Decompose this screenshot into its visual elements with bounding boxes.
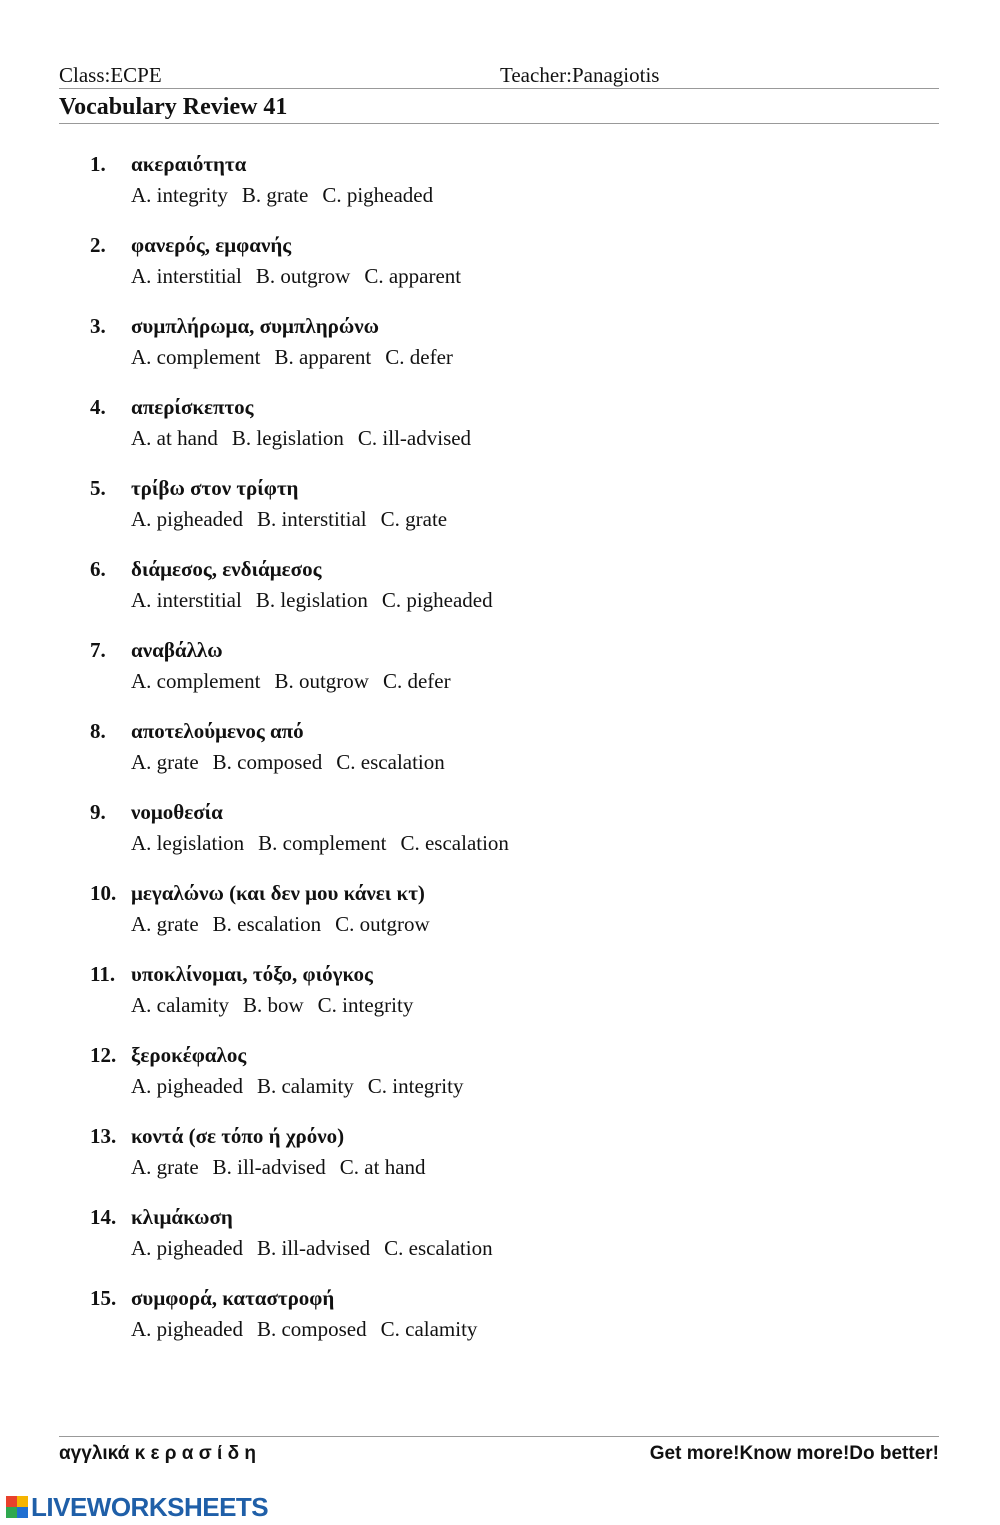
question-greek-term: κοντά (σε τόπο ή χρόνο) [131, 1124, 345, 1148]
answer-option[interactable]: B. grate [241, 183, 309, 207]
answer-option[interactable]: A. pigheaded [131, 1236, 243, 1260]
question-number: 1. [90, 152, 106, 176]
liveworksheets-logo-icon [6, 1496, 28, 1518]
question-greek-term: ξεροκέφαλος [131, 1043, 247, 1067]
answer-options [131, 181, 433, 209]
question-number: 4. [90, 395, 106, 419]
answer-option[interactable]: B. outgrow [255, 264, 351, 288]
answer-options [131, 667, 451, 695]
question-number: 10. [90, 881, 117, 905]
question-greek-term: υποκλίνομαι, τόξο, φιόγκος [131, 962, 373, 986]
question-item [0, 555, 1000, 636]
answer-option[interactable]: B. outgrow [274, 669, 369, 693]
answer-options [131, 505, 447, 533]
answer-option[interactable]: B. complement [258, 831, 387, 855]
question-number: 8. [90, 719, 106, 743]
question-number: 14. [90, 1205, 117, 1229]
answer-option[interactable]: A. pigheaded [131, 507, 243, 531]
question-number: 6. [90, 557, 106, 581]
answer-option[interactable]: B. ill-advised [212, 1155, 326, 1179]
answer-option[interactable]: C. apparent [364, 264, 462, 288]
question-item [0, 1284, 1000, 1365]
question-number: 9. [90, 800, 106, 824]
answer-option[interactable]: C. calamity [380, 1317, 478, 1341]
liveworksheets-brand[interactable] [6, 1493, 268, 1521]
question-item [0, 393, 1000, 474]
question-item [0, 717, 1000, 798]
answer-option[interactable]: C. escalation [336, 750, 445, 774]
answer-option[interactable]: A. interstitial [131, 264, 242, 288]
answer-option[interactable]: B. bow [242, 993, 304, 1017]
question-greek-term: απερίσκεπτος [131, 395, 254, 419]
answer-options [131, 343, 453, 371]
answer-option[interactable]: B. composed [212, 750, 323, 774]
logo-square [6, 1496, 17, 1507]
question-number: 11. [90, 962, 116, 986]
question-item [0, 960, 1000, 1041]
page-title: Vocabulary Review 41 [59, 94, 288, 120]
answer-option[interactable]: A. grate [131, 750, 199, 774]
footer [59, 1436, 939, 1473]
header-row [59, 62, 939, 89]
logo-square [6, 1507, 17, 1518]
title-row [59, 92, 939, 124]
question-list [0, 150, 1000, 1365]
answer-option[interactable]: C. ill-advised [357, 426, 472, 450]
answer-option[interactable]: B. legislation [231, 426, 344, 450]
footer-slogan: Get more!Know more!Do better! [649, 1443, 939, 1464]
answer-option[interactable]: A. pigheaded [131, 1317, 243, 1341]
question-item [0, 231, 1000, 312]
question-greek-term: φανερός, εμφανής [131, 233, 292, 257]
question-item [0, 798, 1000, 879]
footer-left-text: αγγλικά κ ε ρ α σ ί δ η [59, 1443, 256, 1464]
answer-option[interactable]: A. grate [131, 912, 199, 936]
answer-option[interactable]: B. calamity [256, 1074, 354, 1098]
question-greek-term: αποτελούμενος από [131, 719, 304, 743]
answer-option[interactable]: C. defer [385, 345, 453, 369]
logo-square [17, 1507, 28, 1518]
answer-option[interactable]: C. outgrow [335, 912, 430, 936]
answer-options [131, 829, 509, 857]
question-number: 7. [90, 638, 106, 662]
answer-option[interactable]: C. escalation [384, 1236, 493, 1260]
answer-option[interactable]: A. integrity [131, 183, 228, 207]
question-item [0, 150, 1000, 231]
answer-option[interactable]: A. legislation [131, 831, 245, 855]
answer-option[interactable]: C. escalation [400, 831, 509, 855]
liveworksheets-wordmark: LIVEWORKSHEETS [31, 1491, 269, 1522]
question-number: 2. [90, 233, 106, 257]
answer-options [131, 748, 445, 776]
answer-options [131, 424, 471, 452]
answer-option[interactable]: C. integrity [317, 993, 414, 1017]
question-number: 5. [90, 476, 106, 500]
answer-option[interactable]: A. complement [131, 669, 261, 693]
answer-option[interactable]: A. grate [131, 1155, 199, 1179]
question-greek-term: νομοθεσία [131, 800, 223, 824]
answer-option[interactable]: C. pigheaded [322, 183, 434, 207]
answer-options [131, 910, 430, 938]
answer-options [131, 1153, 426, 1181]
question-greek-term: τρίβω στον τρίφτη [131, 476, 299, 500]
answer-option[interactable]: C. at hand [339, 1155, 426, 1179]
answer-options [131, 1072, 463, 1100]
answer-option[interactable]: B. interstitial [256, 507, 367, 531]
answer-option[interactable]: B. ill-advised [256, 1236, 371, 1260]
answer-option[interactable]: B. escalation [212, 912, 322, 936]
answer-option[interactable]: B. composed [256, 1317, 367, 1341]
answer-option[interactable]: C. pigheaded [381, 588, 493, 612]
answer-options [131, 586, 493, 614]
question-item [0, 1122, 1000, 1203]
question-greek-term: συμπλήρωμα, συμπληρώνω [131, 314, 379, 338]
answer-option[interactable]: A. calamity [131, 993, 229, 1017]
question-greek-term: κλιμάκωση [131, 1205, 233, 1229]
answer-option[interactable]: C. defer [382, 669, 451, 693]
question-item [0, 879, 1000, 960]
question-greek-term: συμφορά, καταστροφή [131, 1286, 335, 1310]
question-number: 3. [90, 314, 106, 338]
question-item [0, 636, 1000, 717]
question-item [0, 1203, 1000, 1284]
answer-option[interactable]: B. legislation [255, 588, 368, 612]
answer-option[interactable]: C. integrity [367, 1074, 464, 1098]
question-greek-term: μεγαλώνω (και δεν μου κάνει κτ) [131, 881, 425, 905]
class-label: Class:ECPE [59, 63, 162, 87]
question-number: 12. [90, 1043, 117, 1067]
answer-option[interactable]: A. at hand [131, 426, 218, 450]
answer-option[interactable]: A. interstitial [131, 588, 242, 612]
logo-square [17, 1496, 28, 1507]
teacher-label: Teacher:Panagiotis [500, 63, 660, 87]
question-greek-term: διάμεσος, ενδιάμεσος [131, 557, 322, 581]
answer-options [131, 991, 413, 1019]
question-item [0, 474, 1000, 555]
answer-option[interactable]: A. complement [131, 345, 261, 369]
answer-options [131, 1234, 493, 1262]
question-item [0, 1041, 1000, 1122]
answer-option[interactable]: B. apparent [274, 345, 372, 369]
answer-options [131, 1315, 477, 1343]
answer-option[interactable]: A. pigheaded [131, 1074, 243, 1098]
answer-options [131, 262, 461, 290]
question-number: 13. [90, 1124, 117, 1148]
question-item [0, 312, 1000, 393]
question-number: 15. [90, 1286, 117, 1310]
question-greek-term: ακεραιότητα [131, 152, 247, 176]
question-greek-term: αναβάλλω [131, 638, 223, 662]
answer-option[interactable]: C. grate [380, 507, 448, 531]
